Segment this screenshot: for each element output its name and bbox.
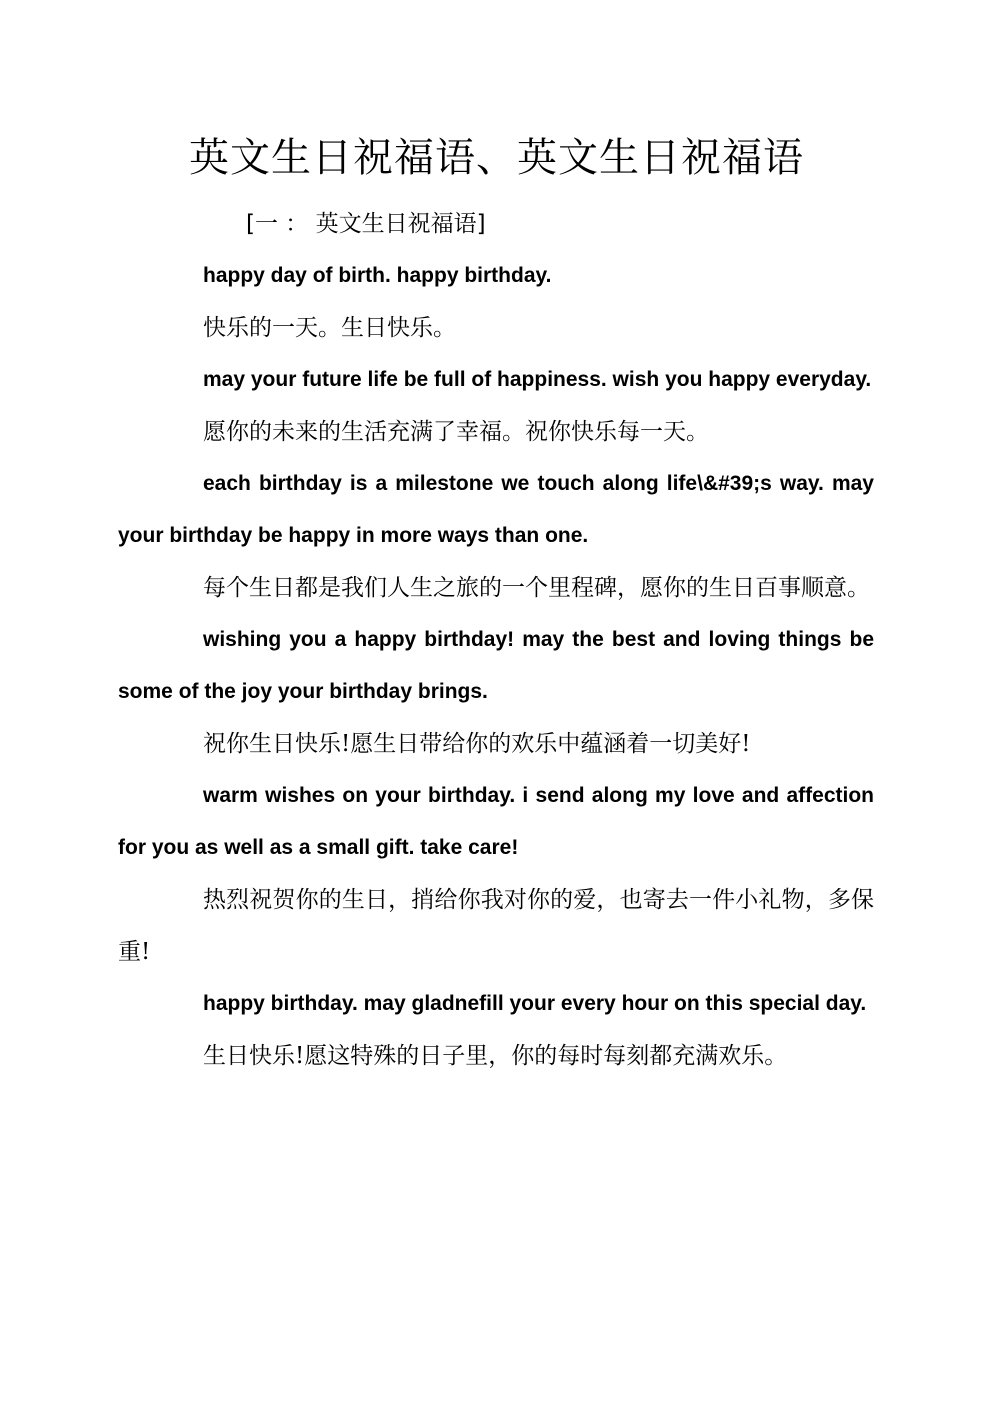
document-title: 英文生日祝福语、英文生日祝福语 [189,135,804,181]
paragraph-chinese: 愿你的未来的生活充满了幸福。祝你快乐每一天。 [203,419,709,445]
paragraph-english: wishing you a happy birthday! may the best and loving things be some of the joy your birthday brings. [118,628,874,703]
paragraph-chinese: 快乐的一天。生日快乐。 [203,315,456,341]
paragraph-english: may your future life be full of happiness. wish you happy everyday. [203,368,872,391]
paragraph-chinese: 每个生日都是我们人生之旅的一个里程碑，愿你的生日百事顺意。 [203,575,870,601]
paragraph-english: warm wishes on your birthday. i send along my love and affection for you as well as a small gift. take care! [118,784,874,859]
paragraph-chinese: 热烈祝贺你的生日，捎给你我对你的爱，也寄去一件小礼物，多保重! [118,887,874,965]
paragraph-english: happy day of birth. happy birthday. [203,264,552,287]
document-body [118,250,874,1082]
section-heading: [一 ： 英文生日祝福语] [246,211,486,237]
paragraph-chinese: 祝你生日快乐!愿生日带给你的欢乐中蕴涵着一切美好! [203,731,751,757]
paragraph-chinese: 生日快乐!愿这特殊的日子里，你的每时每刻都充满欢乐。 [203,1043,788,1069]
paragraph-english: each birthday is a milestone we touch along life\&#39;s way. may your birthday be happy in more ways than one. [118,472,874,547]
paragraph-english: happy birthday. may gladnefill your every hour on this special day. [203,992,867,1015]
